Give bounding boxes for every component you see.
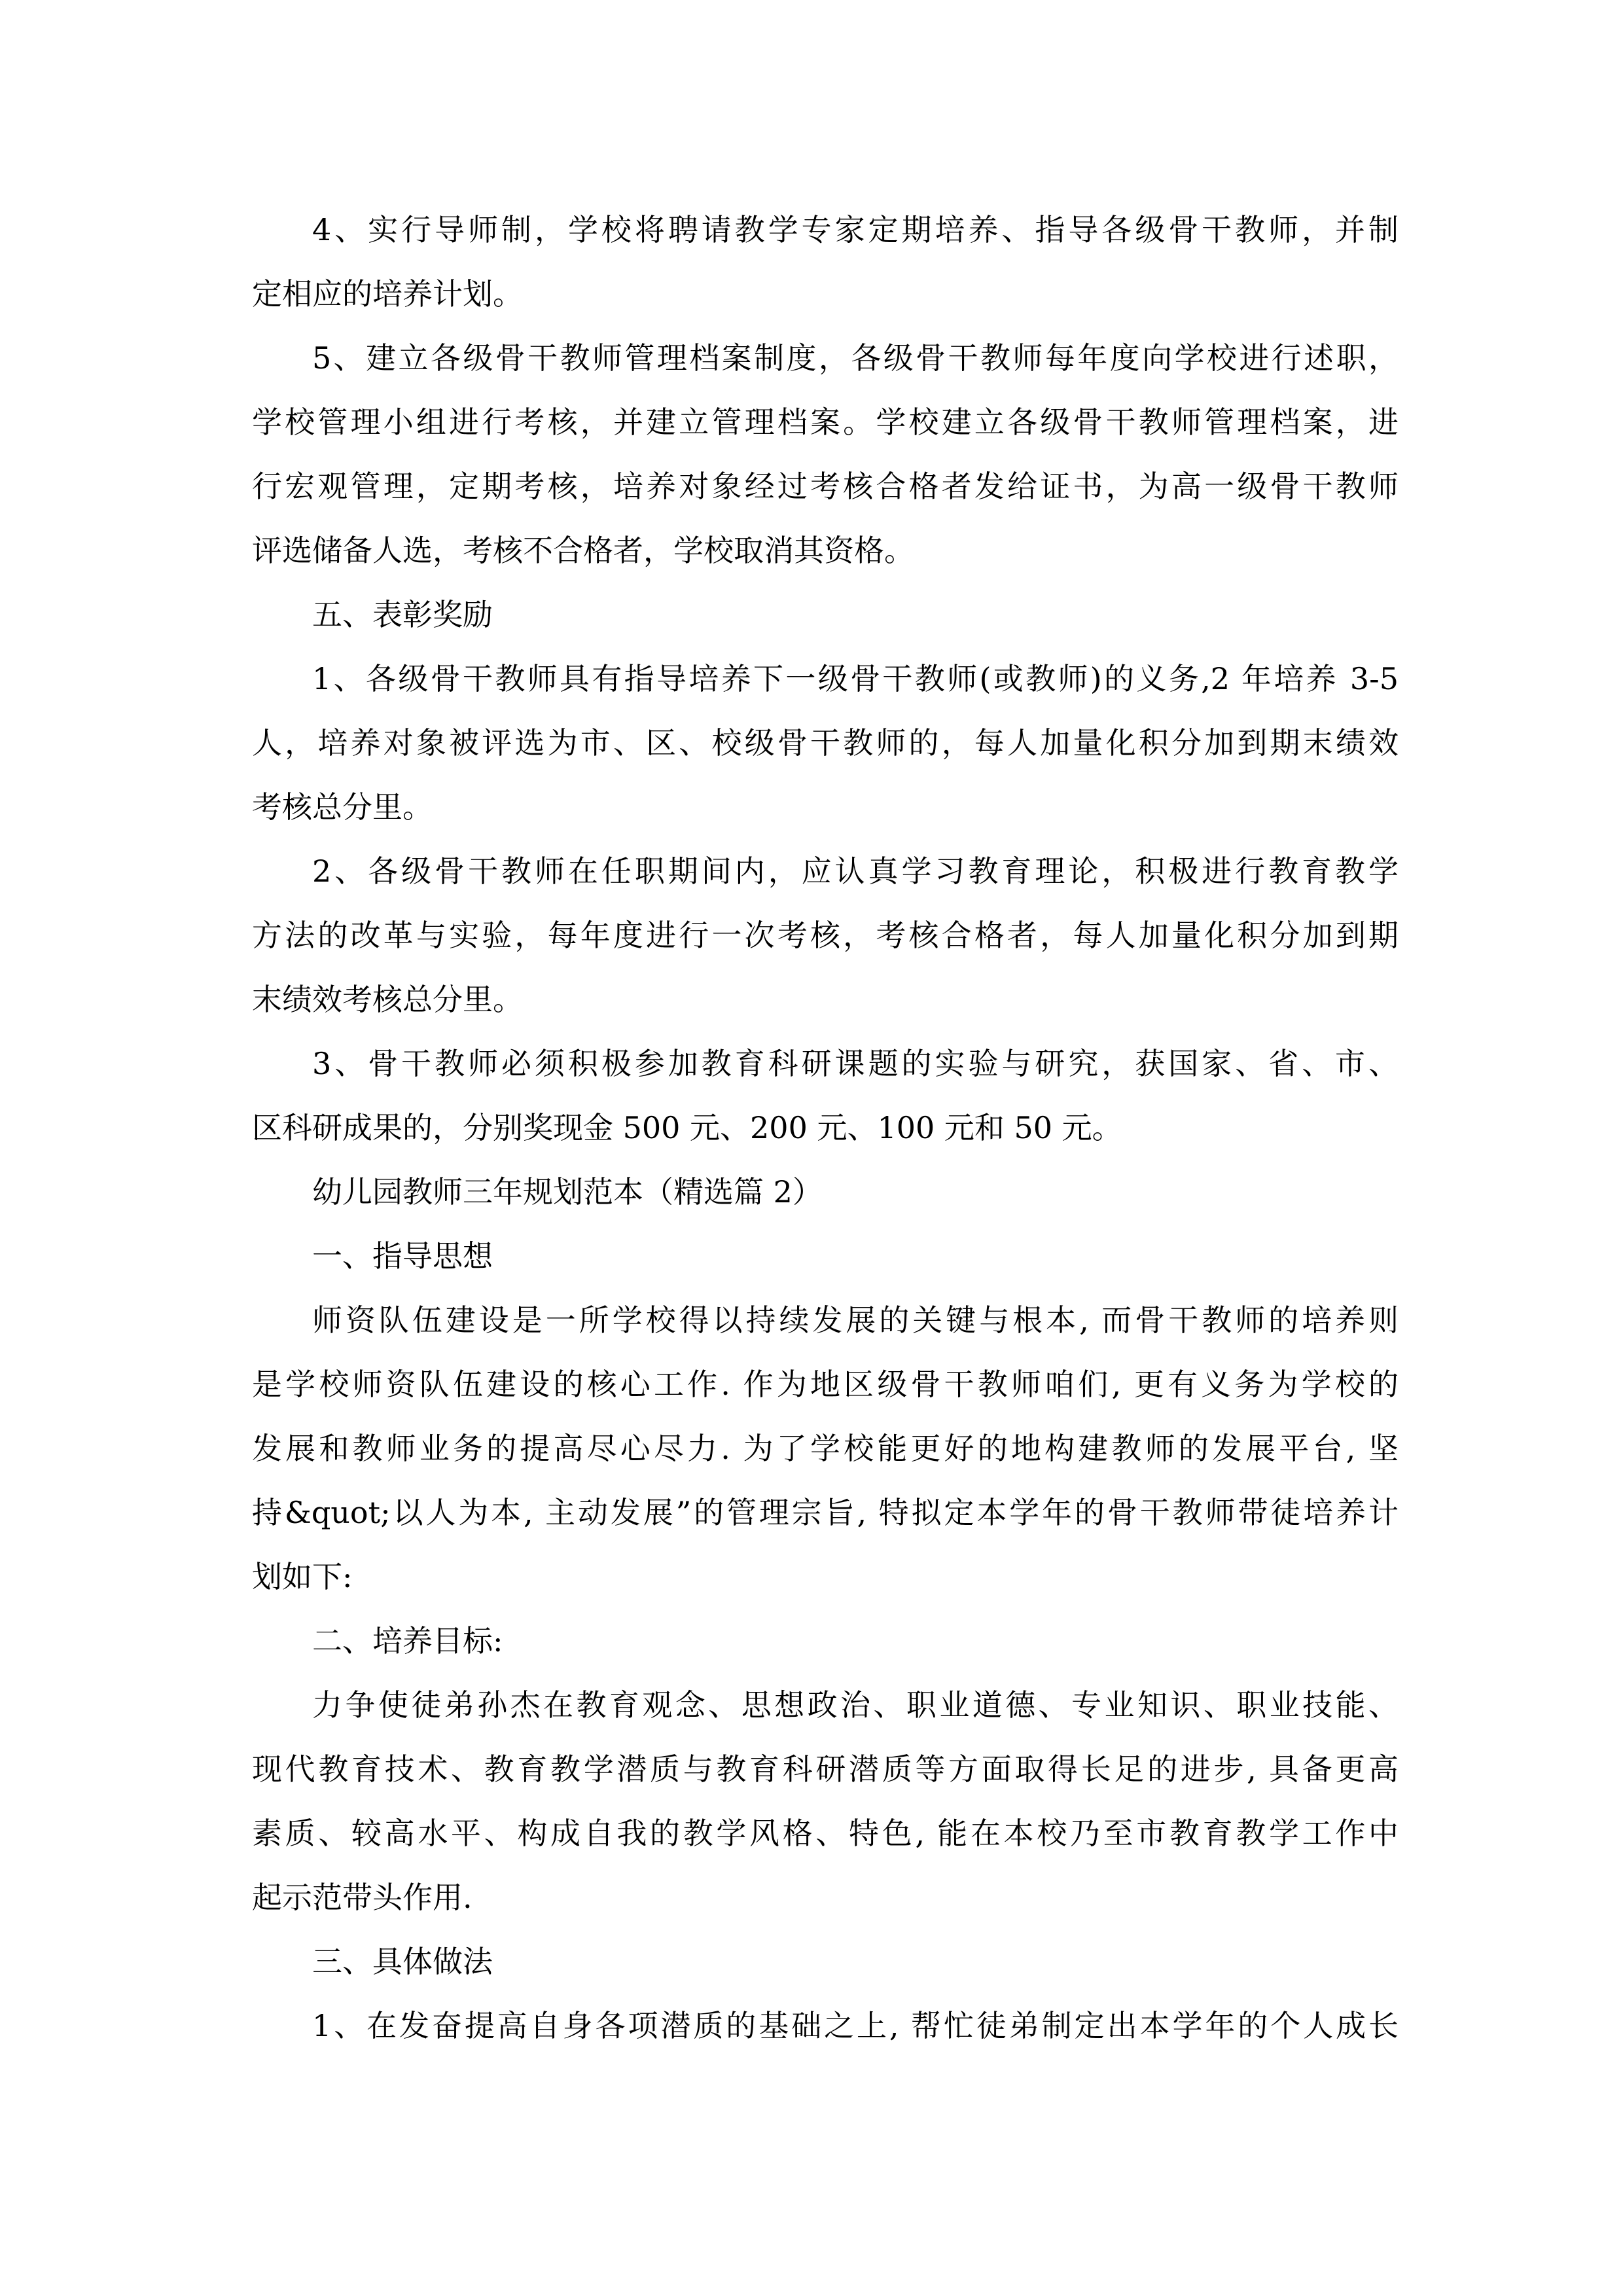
text-line: 师资队伍建设是一所学校得以持续发展的关键与根本, 而骨干教师的培养则 — [312, 1302, 1399, 1338]
text-line: 力争使徒弟孙杰在教育观念、思想政治、职业道德、专业知识、职业技能、 — [312, 1687, 1399, 1723]
text-line: 3、骨干教师必须积极参加教育科研课题的实验与研究，获国家、省、市、 — [312, 1046, 1399, 1081]
text-line: 1、各级骨干教师具有指导培养下一级骨干教师(或教师)的义务,2 年培养 3-5 — [312, 661, 1399, 696]
text-line: 划如下: — [252, 1559, 353, 1594]
text-line: 素质、较高水平、构成自我的教学风格、特色, 能在本校乃至市教育教学工作中 — [252, 1816, 1399, 1851]
text-line: 一、指导思想 — [312, 1238, 493, 1274]
text-line: 起示范带头作用. — [252, 1880, 473, 1915]
text-line: 是学校师资队伍建设的核心工作. 作为地区级骨干教师咱们, 更有义务为学校的 — [252, 1367, 1399, 1402]
text-line: 发展和教师业务的提高尽心尽力. 为了学校能更好的地构建教师的发展平台, 坚 — [252, 1431, 1399, 1466]
text-line: 二、培养目标: — [312, 1623, 503, 1659]
text-line: 2、各级骨干教师在任职期间内，应认真学习教育理论，积极进行教育教学 — [312, 853, 1399, 889]
text-line: 评选储备人选，考核不合格者，学校取消其资格。 — [252, 533, 914, 568]
text-line: 现代教育技术、教育教学潜质与教育科研潜质等方面取得长足的进步, 具备更高 — [252, 1751, 1399, 1787]
text-line: 幼儿园教师三年规划范本（精选篇 2） — [312, 1174, 823, 1210]
document-text — [252, 198, 1399, 2058]
text-line: 区科研成果的，分别奖现金 500 元、200 元、100 元和 50 元。 — [252, 1110, 1122, 1145]
text-line: 学校管理小组进行考核，并建立管理档案。学校建立各级骨干教师管理档案，进 — [252, 404, 1399, 440]
text-line: 4、实行导师制，学校将聘请教学专家定期培养、指导各级骨干教师，并制 — [312, 212, 1399, 247]
text-line: 三、具体做法 — [312, 1944, 493, 1979]
text-line: 末绩效考核总分里。 — [252, 982, 523, 1017]
text-line: 1、在发奋提高自身各项潜质的基础之上, 帮忙徒弟制定出本学年的个人成长 — [312, 2008, 1399, 2043]
text-line: 方法的改革与实验，每年度进行一次考核，考核合格者，每人加量化积分加到期 — [252, 918, 1399, 953]
text-line: 持&quot;以人为本, 主动发展”的管理宗旨, 特拟定本学年的骨干教师带徒培养计 — [252, 1495, 1399, 1530]
text-line: 人，培养对象被评选为市、区、校级骨干教师的，每人加量化积分加到期末绩效 — [252, 725, 1399, 761]
text-line: 行宏观管理，定期考核，培养对象经过考核合格者发给证书，为高一级骨干教师 — [252, 469, 1399, 504]
text-line: 考核总分里。 — [252, 789, 433, 825]
text-line: 5、建立各级骨干教师管理档案制度，各级骨干教师每年度向学校进行述职， — [312, 340, 1399, 376]
text-line: 定相应的培养计划。 — [252, 276, 523, 312]
text-line: 五、表彰奖励 — [312, 597, 493, 632]
